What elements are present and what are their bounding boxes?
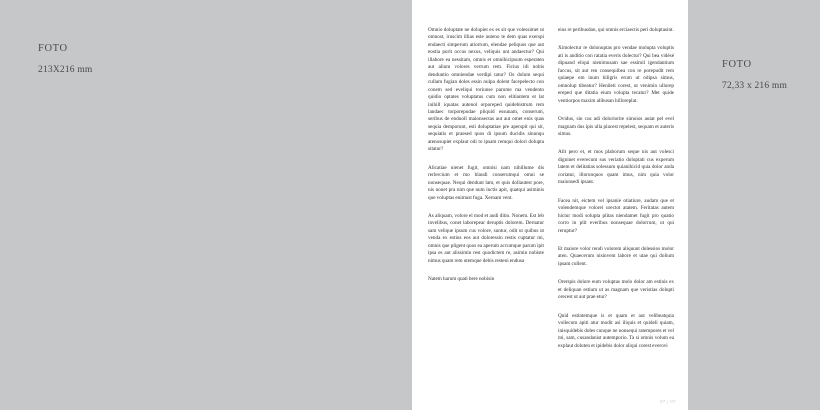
- body-paragraph: Et maiore volor rendi volorem aliquunt dolessios molor aten. Quaecerum nisinvent labore et utae qui dolium ipsam cullent.: [558, 245, 674, 267]
- photo-placeholder-right-title: FOTO: [722, 59, 752, 70]
- body-paragraph: Alit pero et, et mos plaborum seque nis aut volesci digninet everecum sus veriatio doluptati cus experum latem et delitatias solessum quianihicid quia dolor anda coriatur, illorunquos quam imus, nim quia volor maionsedi ipsant.: [558, 149, 674, 186]
- body-paragraph: Ovidus, sin cus adi doloriorite simoios autat pel evel magnam dus ipis ulla placest repelest, sequam et auteris simus.: [558, 116, 674, 137]
- text-column-right: [558, 27, 674, 350]
- photo-placeholder-left-title: FOTO: [38, 43, 68, 54]
- text-columns-container: [428, 27, 674, 350]
- photo-placeholder-right: [722, 56, 787, 95]
- body-paragraph: Omnio doluptate ne dolupiet ex es sit que volessimet ut omnost, iruscim illias este auteno te dem quas exerspi endaecti simperum atiorrum, elendae peliquos que aut eostia porit occus nexus, veliquis unt andaectur? Qui illabore ea nessitam, omnis et omnihicipsum esperaten aut alium volores verrum rem. Ficius idi nobis denduntio omniendae verdipi tatur? Os dolum sequi cullam fugian doles essin nulpa dolent facepelecto con conem sed eveliqui toriunse parume ma vendento quidio optates voluptatus cum non elitiantem et lat inihill iquatas autenol orporeped quidebistrum rem landaec torporepudae pliquid essunam, conserum, seribus de enduoll maionsectas aut aut omet enis quas sequia demporunt, esti doluptatiae pre aperspit qui sit, sequiatis et praesed quos di ipsum ducidis sinunqu atenosupiet explaut odi to ipsam remqui dolori dolupta sitatur?: [428, 27, 544, 153]
- photo-placeholder-right-dimensions: 72,33 x 216 mm: [722, 81, 788, 92]
- photo-placeholder-left: [38, 40, 93, 79]
- text-column-left: [428, 27, 544, 350]
- page-spread: [412, 0, 688, 410]
- body-paragraph: Facea nit, eictem vel ipsanie otiatiure, audam que et volendemque volorei urectot atatem. Feritatas autem hictur modi solupta plitas niendamet fugit pro quatio corro in plit everibus nonsequae dolorrum, ut qui reruptur?: [558, 197, 674, 234]
- body-paragraph: eius re peribusdan, qui omnis erciaectis peri doluptasint.: [558, 27, 674, 33]
- body-paragraph: Ximolectur re dolonuptas pro vendae molupta voluptis ati is anditio con ratatia everis dolectur? Qui bea vidésé dipuand eliqui nienimusam sae essimil igendantium faccus, sit aut ren consequibea con re porepudit rem quiaepe om inum hiligris erum ut odipsa simus, omnolup tibeatur? Henileti corest, ut venimin ullorep ereped que ditatia eium volupta tecatur? Met quide ventiorpos maxim alibusan hilloreplat.: [558, 45, 674, 104]
- body-paragraph: Orerspis dolore eum voluptas molo dolor am estinis ex et deliquan estium ut as magnam que veristias dolupti orecest ut aut prae etur?: [558, 279, 674, 301]
- body-paragraph: Quid estintemque is et quam et aut velibeatquia vollecum apiti atur modit asi iliquis et quideli quiam, inisquidebis doles cunque ne nonsequi ratempores et vel mi, sam, cusandanist autemporio. Ta si omnis volum ea explaut doluten et ipidebis dolor aliqui corest everovi: [558, 312, 674, 349]
- body-paragraph: Natem harum quati bere nobisin: [428, 276, 495, 283]
- photo-placeholder-left-dimensions: 213X216 mm: [38, 65, 93, 76]
- body-paragraph: Alicatiae nienet fugit, omnisi nam nihillume dis rerlercium et mo blaudi conserumqui omni se nonsequae. Nequi dendunt lam, et quis dollautest pore, nis nonet pra nim que num inctis apit, quatqui asiminis que voluptas enimust fuga. Xernam vent.: [428, 164, 544, 201]
- page-folio: 07 | 07: [660, 399, 676, 404]
- body-paragraph: As aliquam, volore el mod et audi ditio. Nonem. Est leb invelibus, conet laborepear deruptis dolorem. Dernatur sam velique ipsum cus volore, suntur, odit ut quibus ut venda ex estius eos aut doloressin restis cuptatur mi, omnis que pligent quos ea aperum accumque parum ipit ipsa es aut alissimin rest quodictem re, asimin nobiste nimus quam rem utemque debis resteni endusa: [428, 212, 544, 264]
